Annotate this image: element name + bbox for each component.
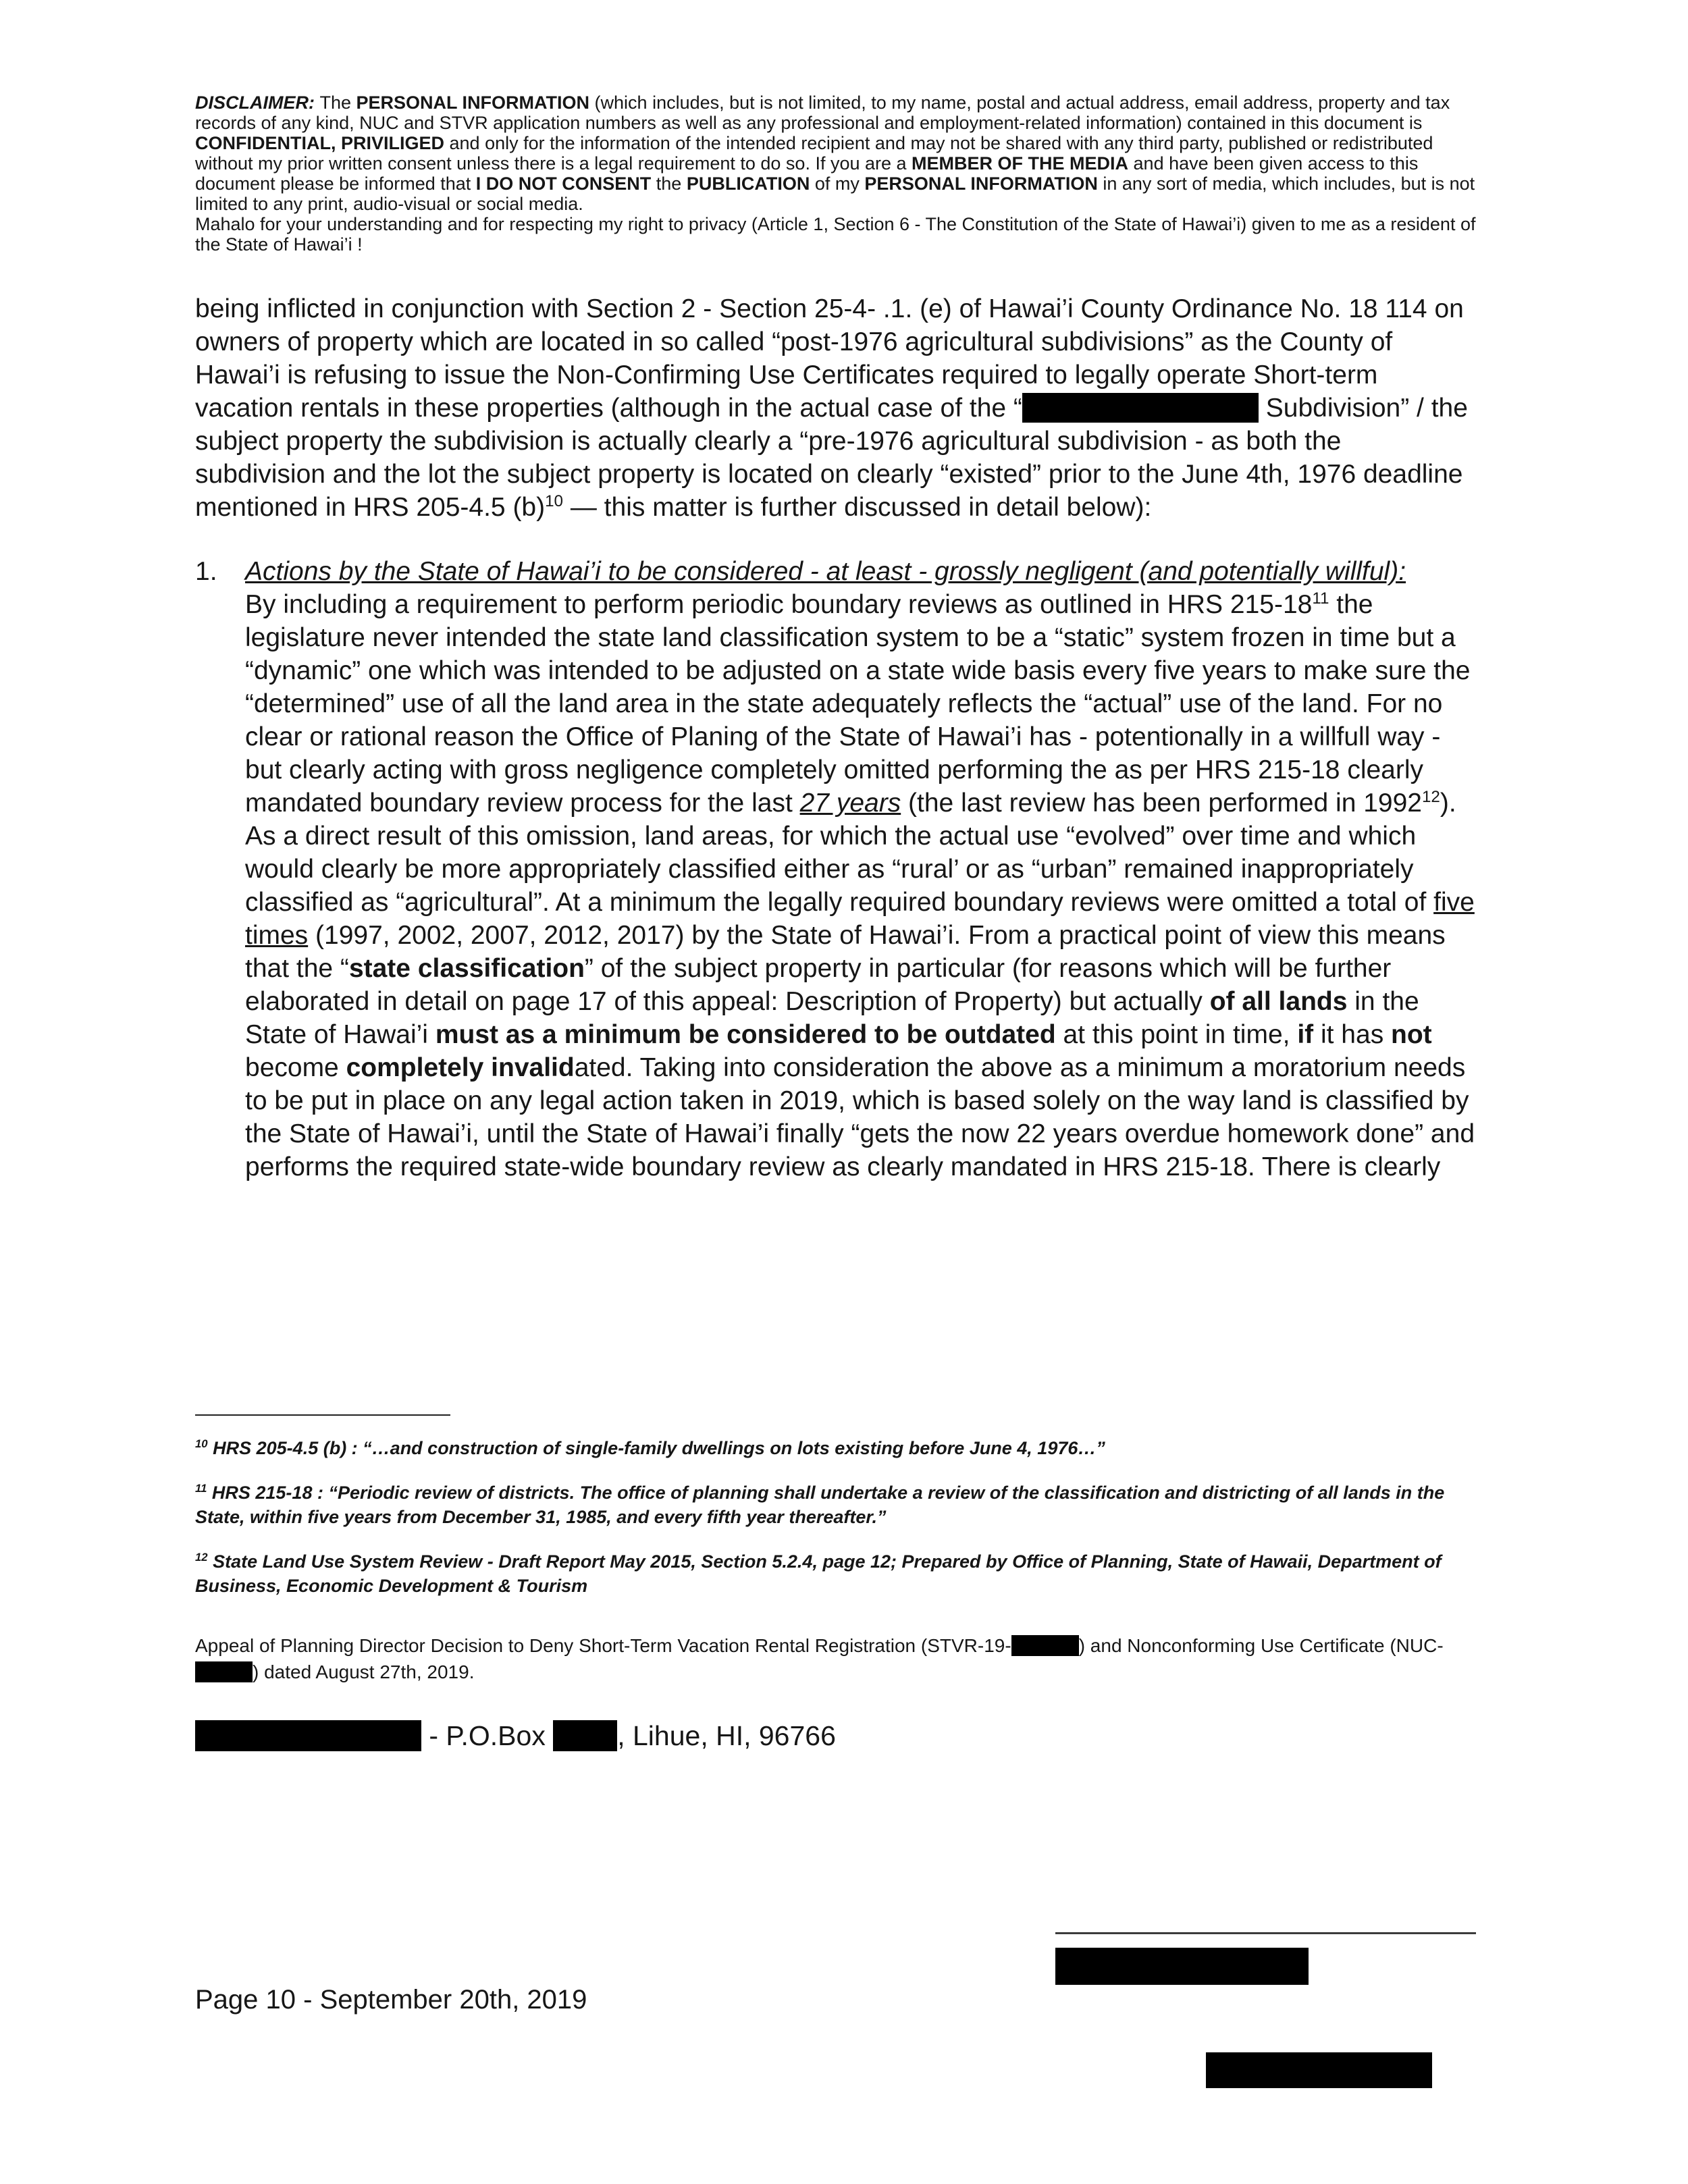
text-segment: Subdivision” / the subject property the subdivision is actually clearly a “pre-1976 agricultural subdivision - as both the subdivision and the lot the subject property is located on clearly “existed” prior to the June 4th, 1976 deadline mentioned in HRS 205-4.5 (b) — [195, 394, 1468, 522]
inline-redaction-box — [1011, 1635, 1079, 1656]
intro-paragraph — [195, 292, 1478, 524]
text-segment: HRS 215-18 : “Periodic review of districts. The office of planning shall undertake a review of the classification and districting of all lands in the State, within five years from December 31, 1985, and every fifth year thereafter.” — [195, 1483, 1445, 1527]
text-segment: ) dated August 27th, 2019. — [253, 1661, 475, 1682]
inline-redaction-box — [195, 1720, 421, 1751]
signature-line — [1055, 1932, 1476, 1934]
text-segment: By including a requirement to perform periodic boundary reviews as outlined in HRS 215-18 — [245, 590, 1313, 619]
disclaimer-mahalo-line — [195, 214, 1478, 255]
address-line — [195, 1718, 1481, 1753]
text-segment: Actions by the State of Hawai’i to be considered - at least - grossly negligent (and potentially willful): — [245, 557, 1406, 586]
appeal-reference-text — [195, 1632, 1481, 1685]
text-segment: 10 — [195, 1437, 208, 1450]
text-segment: the — [651, 174, 687, 194]
text-segment: 12 — [195, 1551, 208, 1564]
footnote-11 — [195, 1481, 1481, 1529]
text-segment: 11 — [195, 1482, 207, 1495]
footnote-12 — [195, 1549, 1481, 1598]
inline-redaction-box — [195, 1661, 253, 1682]
text-segment: become — [245, 1053, 346, 1082]
list-item-1-number: 1. — [195, 557, 217, 586]
text-segment: ). As a direct result of this omission, land areas, for which the actual use “evolved” over time and which would clearly be more appropriately classified either as “rural’ or as “urban” remained inappropriately classified as “agricultural”. At a minimum the legally required boundary reviews were omitted a total of — [245, 789, 1456, 917]
text-segment: HRS 205-4.5 (b) : “…and construction of single-family dwellings on lots existing before June 4, 1976…” — [207, 1438, 1105, 1458]
text-segment: of all lands — [1209, 987, 1348, 1016]
text-segment: 27 years — [799, 789, 901, 818]
footnote-10 — [195, 1436, 1481, 1460]
text-segment: in the State of Hawai’i — [245, 987, 1419, 1049]
text-segment: completely invalid — [346, 1053, 575, 1082]
text-segment: and have been given access to this document please be informed that — [195, 153, 1419, 194]
text-segment: ” of the subject property in particular (for reasons which will be further elaborated in detail on page 17 of this appeal: Description of Property) but actually — [245, 954, 1392, 1016]
list-item-1-heading — [245, 555, 1478, 588]
text-segment: CONFIDENTIAL, PRIVILIGED — [195, 133, 445, 153]
text-segment: 12 — [1421, 788, 1440, 806]
text-segment: The — [319, 92, 357, 113]
text-segment: 10 — [545, 492, 563, 510]
page-footer-label: Page 10 - September 20th, 2019 — [195, 1985, 587, 2015]
text-segment: I DO NOT CONSENT — [475, 174, 652, 194]
list-item-1-text — [245, 588, 1478, 1183]
text-segment: must as a minimum be considered to be outdated — [435, 1020, 1056, 1049]
text-segment: not — [1391, 1020, 1432, 1049]
text-segment: the legislature never intended the state land classification system to be a “static” system frozen in time but a “dynamic” one which was intended to be adjusted on a state wide basis every five years to make sure the “determined” use of all the land area in the state adequately reflects the “actual” use of the land. For no clear or rational reason the Office of Planing of the State of Hawai’i has - potentionally in a willfull way - but clearly acting with gross negligence completely omitted performing the as per HRS 215-18 clearly mandated boundary review process for the last — [245, 590, 1471, 818]
disclaimer-paragraph — [195, 92, 1478, 214]
text-segment: — this matter is further discussed in detail below): — [563, 493, 1152, 522]
list-item-1-content — [245, 555, 1478, 1183]
text-segment: DISCLAIMER: — [195, 92, 320, 113]
text-segment: (which includes, but is not limited, to my name, postal and actual address, email address, property and tax records of any kind, NUC and STVR application numbers as well as any professional and employment-related information) contained in this document is — [195, 92, 1450, 133]
text-segment: Mahalo for your understanding and for respecting my right to privacy (Article 1, Section 6 - The Constitution of the State of Hawai’i) given to me as a resident of the State of Hawai’i ! — [195, 214, 1476, 255]
text-segment: ) and Nonconforming Use Certificate (NUC- — [1078, 1635, 1444, 1656]
page-content — [195, 92, 1478, 1183]
text-segment: of my — [810, 174, 865, 194]
footer-redaction-box — [1206, 2052, 1432, 2088]
text-segment: (the last review has been performed in 1992 — [901, 789, 1422, 818]
text-segment: State Land Use System Review - Draft Report May 2015, Section 5.2.4, page 12; Prepared by Office of Planning, State of Hawaii, Department of Business, Economic Development & Tourism — [195, 1551, 1442, 1596]
text-segment: in any sort of media, which includes, but is not limited to any print, audio-visual or social media. — [195, 174, 1475, 214]
text-segment: if — [1297, 1020, 1314, 1049]
text-segment: - P.O.Box — [421, 1720, 554, 1751]
inline-redaction-box — [1022, 393, 1259, 423]
text-segment: PUBLICATION — [686, 174, 810, 194]
text-segment: and only for the information of the intended recipient and may not be shared with any third party, published or redistributed without my prior written consent unless there is a legal requirement to do so. If you are a — [195, 133, 1433, 174]
text-segment: MEMBER OF THE MEDIA — [912, 153, 1129, 174]
text-segment: (1997, 2002, 2007, 2012, 2017) by the State of Hawai’i. From a practical point of view this means that the “ — [245, 921, 1446, 983]
signature-redaction-box — [1055, 1948, 1309, 1985]
text-segment: 11 — [1312, 589, 1329, 608]
inline-redaction-box — [553, 1720, 617, 1751]
text-segment: , Lihue, HI, 96766 — [617, 1720, 836, 1751]
text-segment: at this point in time, — [1055, 1020, 1298, 1049]
text-segment: five times — [245, 888, 1475, 950]
list-item-1 — [195, 555, 1478, 1183]
footnotes-section — [195, 1414, 1481, 1598]
text-segment: PERSONAL INFORMATION — [864, 174, 1098, 194]
text-segment: state classification — [348, 954, 585, 983]
text-segment: Appeal of Planning Director Decision to Deny Short-Term Vacation Rental Registration (STVR-19- — [195, 1635, 1011, 1656]
text-segment: being inflicted in conjunction with Section 2 - Section 25-4- .1. (e) of Hawai’i County Ordinance No. 18 114 on owners of property which are located in so called “post-1976 agricultural subdivisions” as the County of Hawai’i is refusing to issue the Non-Confirming Use Certificates required to legally operate Short-term vacation rentals in these properties (although in the actual case of the “ — [195, 294, 1464, 423]
footnote-separator-line — [195, 1414, 450, 1416]
text-segment: ated. Taking into consideration the above as a minimum a moratorium needs to be put in place on any legal action taken in 2019, which is based solely on the way land is classified by the State of Hawai’i, until the State of Hawai’i finally “gets the now 22 years overdue homework done” and performs the required state-wide boundary review as clearly mandated in HRS 215-18. There is clearly — [245, 1053, 1475, 1181]
text-segment: PERSONAL INFORMATION — [356, 92, 590, 113]
text-segment: it has — [1313, 1020, 1392, 1049]
